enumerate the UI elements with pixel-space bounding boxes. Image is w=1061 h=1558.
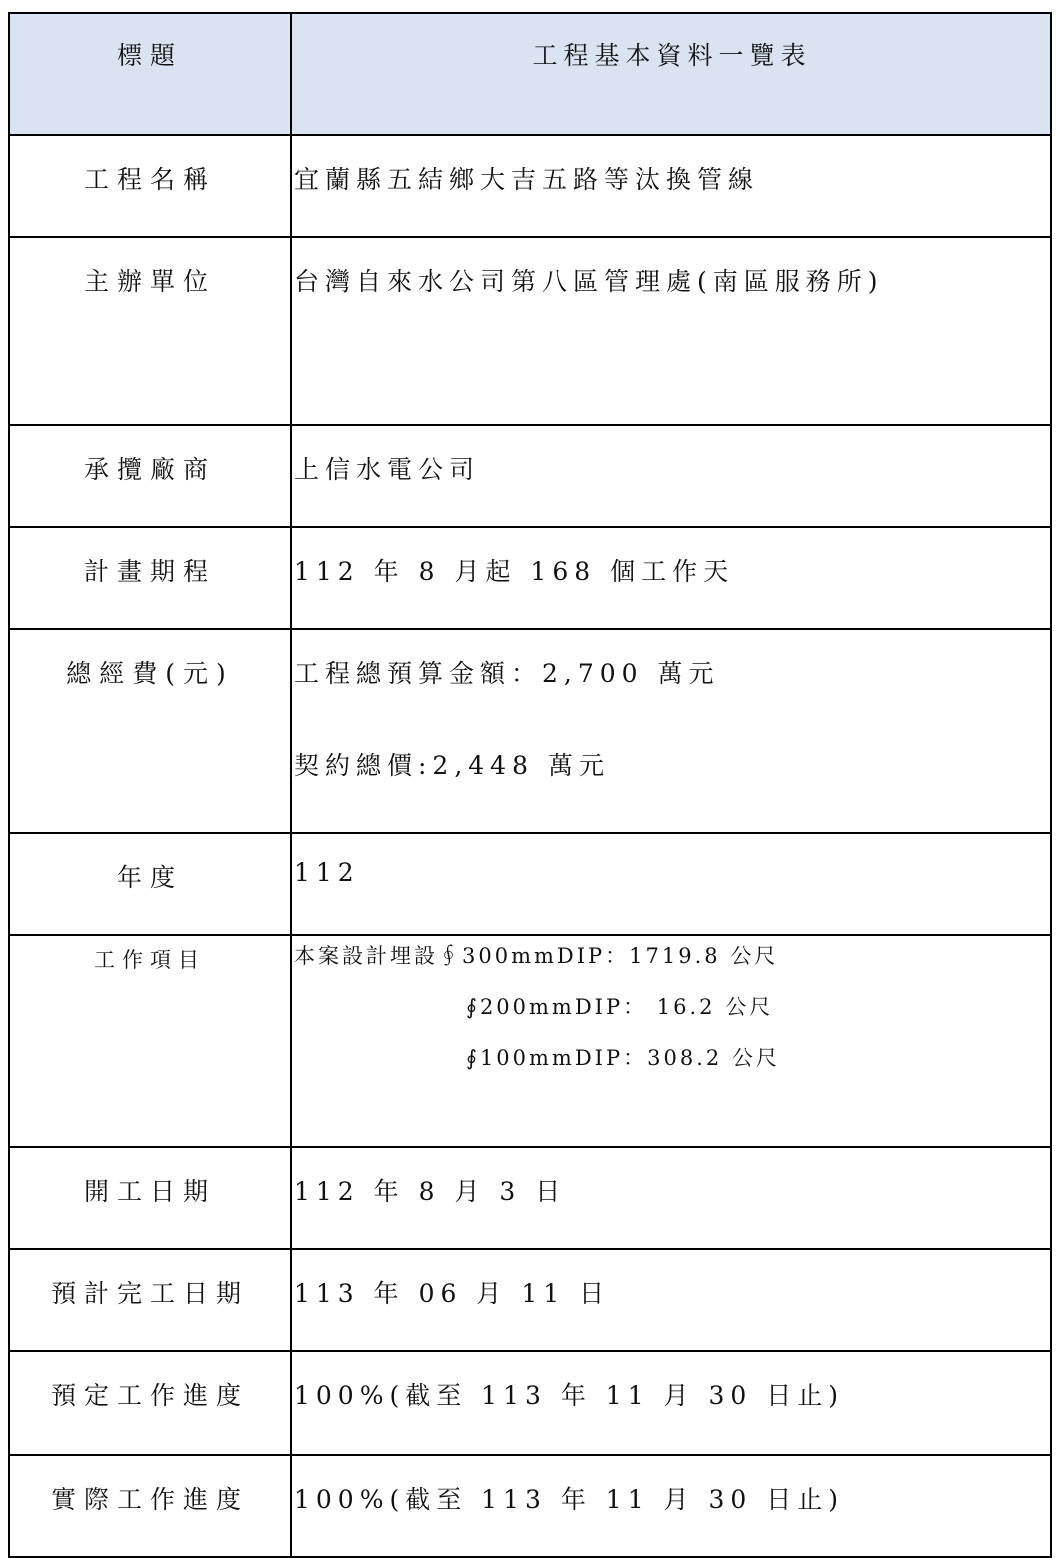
table-row	[9, 833, 1051, 935]
row-label-work-items: 工作項目	[9, 935, 291, 1147]
row-value-expected-completion: 113 年 06 月 11 日	[291, 1249, 1051, 1351]
table-row	[9, 425, 1051, 527]
work-item-line: ∮100mmDIP：308.2 公尺	[466, 1046, 780, 1070]
table-row	[9, 237, 1051, 425]
row-label-start-date: 開工日期	[9, 1147, 291, 1249]
budget-total: 工程總預算金額：2,700 萬元	[294, 659, 720, 688]
row-label-organizer: 主辦單位	[9, 237, 291, 425]
row-value-budget	[291, 629, 1051, 833]
table-row	[9, 1147, 1051, 1249]
table-row	[9, 1455, 1051, 1557]
contract-total: 契約總價:2,448 萬元	[294, 751, 610, 780]
row-value-start-date: 112 年 8 月 3 日	[291, 1147, 1051, 1249]
table-row	[9, 135, 1051, 237]
header-label: 標題	[9, 13, 291, 135]
row-label-planned-progress: 預定工作進度	[9, 1351, 291, 1455]
row-label-project-name: 工程名稱	[9, 135, 291, 237]
row-label-actual-progress: 實際工作進度	[9, 1455, 291, 1557]
row-label-contractor: 承攬廠商	[9, 425, 291, 527]
row-label-expected-completion: 預計完工日期	[9, 1249, 291, 1351]
row-label-schedule: 計畫期程	[9, 527, 291, 629]
table-row	[9, 1351, 1051, 1455]
row-label-budget: 總經費(元)	[9, 629, 291, 833]
row-value-contractor: 上信水電公司	[291, 425, 1051, 527]
table-row	[9, 1249, 1051, 1351]
table-row	[9, 629, 1051, 833]
row-value-actual-progress: 100%(截至 113 年 11 月 30 日止)	[291, 1455, 1051, 1557]
project-info-table	[8, 12, 1052, 1558]
table-row	[9, 935, 1051, 1147]
row-value-planned-progress: 100%(截至 113 年 11 月 30 日止)	[291, 1351, 1051, 1455]
row-label-year: 年度	[9, 833, 291, 935]
work-item-line: 本案設計埋設∮300mmDIP：1719.8 公尺	[294, 944, 779, 968]
header-title: 工程基本資料一覽表	[291, 13, 1051, 135]
work-item-line: ∮200mmDIP： 16.2 公尺	[466, 995, 774, 1019]
row-value-work-items	[291, 935, 1051, 1147]
table-row	[9, 527, 1051, 629]
row-value-project-name: 宜蘭縣五結鄉大吉五路等汰換管線	[291, 135, 1051, 237]
row-value-schedule: 112 年 8 月起 168 個工作天	[291, 527, 1051, 629]
row-value-organizer: 台灣自來水公司第八區管理處(南區服務所)	[291, 237, 1051, 425]
table-header-row	[9, 13, 1051, 135]
row-value-year: 112	[291, 833, 1051, 935]
